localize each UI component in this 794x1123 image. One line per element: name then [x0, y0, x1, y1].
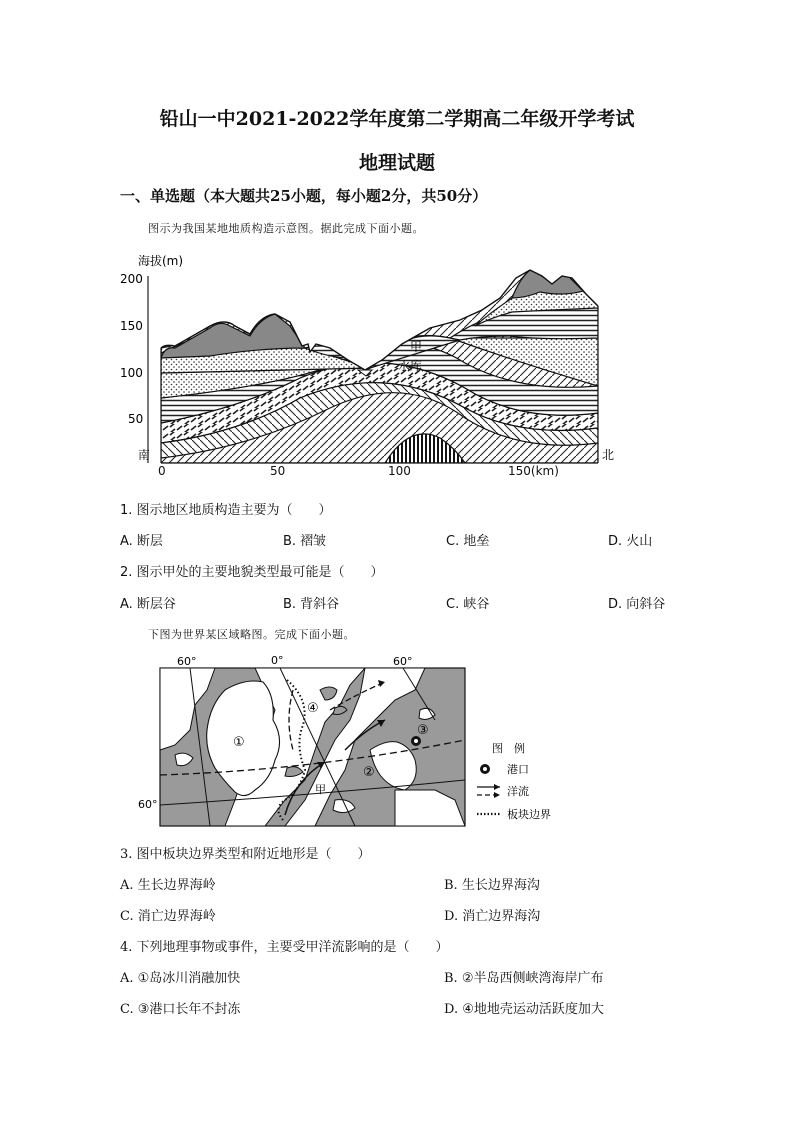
y-tick-label: 50 [128, 412, 144, 426]
question-3-option-d[interactable]: D. 消亡边界海沟 [444, 909, 541, 924]
y-tick-label: 200 [120, 272, 143, 286]
legend-port: 港口 [507, 763, 529, 776]
section-heading: 一、单选题（本大题共25小题，每小题2分，共50分） [120, 187, 488, 205]
question-4-option-a[interactable]: A. ①岛冰川消融加快 [120, 971, 241, 986]
legend-current: 洋流 [507, 785, 529, 798]
y-tick-label: 150 [120, 319, 143, 333]
lon-label-60e: 60° [393, 655, 413, 668]
label-jia-current: 甲 [315, 783, 326, 796]
y-axis-label: 海拔(m) [138, 254, 184, 268]
lat-label-60n: 60° [138, 798, 158, 811]
marker-1: ① [233, 735, 245, 750]
question-3-option-c[interactable]: C. 消亡边界海岭 [120, 909, 216, 924]
exam-subtitle: 地理试题 [358, 152, 435, 174]
question-4-option-d[interactable]: D. ④地地壳运动活跃度加大 [444, 1002, 604, 1017]
question-2-option-b[interactable]: B. 背斜谷 [283, 597, 340, 612]
x-tick-label: 0 [158, 464, 166, 478]
marker-2: ② [363, 765, 375, 780]
question-4-option-b[interactable]: B. ②半岛西侧峡湾海岸广布 [444, 971, 604, 986]
question-2-option-a[interactable]: A. 断层谷 [120, 597, 176, 612]
question-1-stem: 1. 图示地区地质构造主要为（ ） [120, 503, 332, 518]
question-2-option-d[interactable]: D. 向斜谷 [608, 597, 666, 612]
question-4-option-c[interactable]: C. ③港口长年不封冻 [120, 1002, 241, 1017]
legend-title: 图 例 [492, 742, 525, 755]
question-3-option-b[interactable]: B. 生长边界海沟 [444, 878, 540, 893]
question-3-stem: 3. 图中板块边界类型和附近地形是（ ） [120, 847, 371, 862]
question-3-option-a[interactable]: A. 生长边界海岭 [120, 878, 216, 893]
question-2-option-c[interactable]: C. 峡谷 [446, 597, 490, 612]
marker-4: ④ [307, 701, 319, 716]
label-north: 北 [602, 448, 615, 462]
label-jia: 甲 [410, 340, 423, 354]
question-1-option-a[interactable]: A. 断层 [120, 534, 163, 549]
intro-text-2: 下图为世界某区域略图。完成下面小题。 [148, 628, 355, 641]
lon-label-0: 0° [271, 654, 284, 667]
lon-label-60w: 60° [177, 655, 197, 668]
x-tick-label: 150(km) [508, 464, 559, 478]
question-1-option-d[interactable]: D. 火山 [608, 534, 653, 549]
regional-map [135, 650, 575, 835]
question-2-stem: 2. 图示甲处的主要地貌类型最可能是（ ） [120, 565, 384, 580]
x-tick-label: 100 [388, 464, 411, 478]
label-reservoir: 水库 [398, 359, 423, 373]
geology-cross-section [120, 248, 630, 470]
question-1-option-b[interactable]: B. 褶皱 [283, 534, 327, 549]
intro-text-1: 图示为我国某地地质构造示意图。据此完成下面小题。 [148, 222, 424, 235]
question-1-option-c[interactable]: C. 地垒 [446, 534, 490, 549]
marker-3: ③ [417, 723, 429, 738]
label-south: 南 [138, 448, 151, 462]
x-tick-label: 50 [270, 464, 286, 478]
question-4-stem: 4. 下列地理事物或事件，主要受甲洋流影响的是（ ） [120, 940, 449, 955]
legend-plate-boundary: 板块边界 [507, 808, 551, 821]
y-tick-label: 100 [120, 366, 143, 380]
exam-title: 铅山一中2021-2022学年度第二学期高二年级开学考试 [159, 108, 635, 130]
